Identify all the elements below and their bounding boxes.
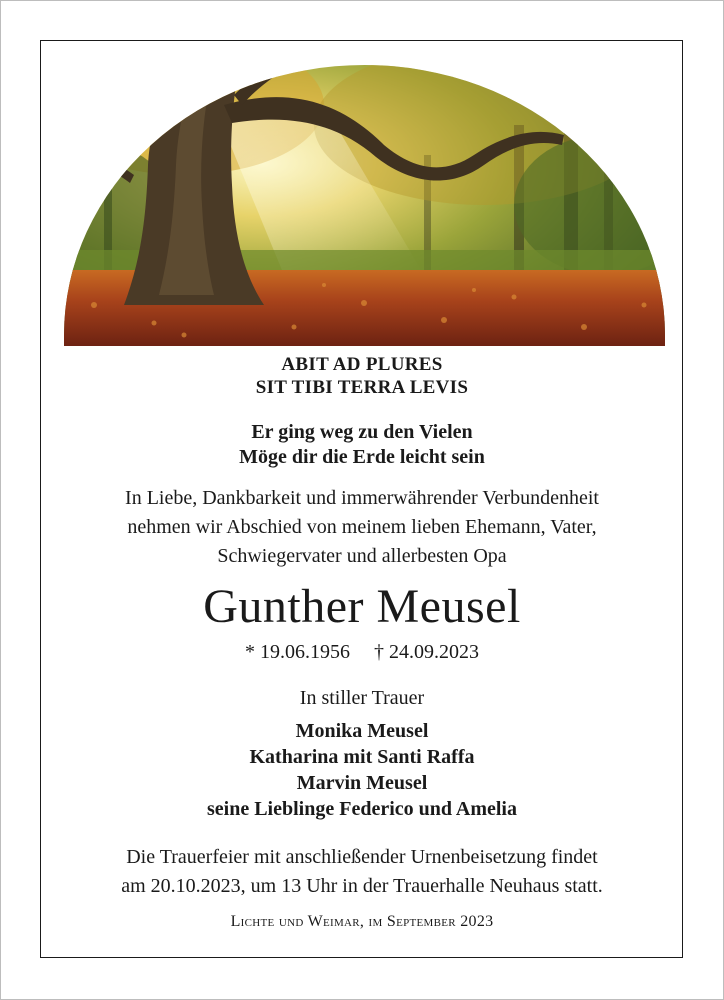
mourning-label: In stiller Trauer [299,687,425,709]
funeral-service-info [40,843,684,901]
birth-date: * 19.06.1956 [245,641,350,663]
german-motto-line: Er ging weg zu den Vielen [251,421,473,443]
life-dates [40,638,684,666]
latin-motto-line: SIT TIBI TERRA LEVIS [255,377,469,398]
service-line: am 20.10.2023, um 13 Uhr in der Trauerhalle Neuhaus statt. [121,875,603,897]
latin-motto [40,353,684,399]
german-motto-line: Möge dir die Erde leicht sein [239,446,485,468]
farewell-intro [40,484,684,571]
mourner: Marvin Meusel [296,772,428,794]
german-motto [40,420,684,470]
mourner: seine Lieblinge Federico und Amelia [207,798,517,820]
mourner: Monika Meusel [295,720,429,742]
latin-motto-line: ABIT AD PLURES [281,354,443,375]
service-line: Die Trauerfeier mit anschließender Urnenbeisetzung findet [126,846,598,868]
forest-tree-image [64,65,665,346]
place-and-date: Lichte und Weimar, im September 2023 [230,913,494,930]
intro-line: In Liebe, Dankbarkeit und immerwährender Verbundenheit [125,487,599,509]
intro-line: nehmen wir Abschied von meinem lieben Ehemann, Vater, [127,516,597,538]
mourner: Katharina mit Santi Raffa [249,746,475,768]
mourners-list [40,718,684,822]
intro-line: Schwiegervater und allerbesten Opa [217,545,507,567]
death-date: † 24.09.2023 [374,641,479,663]
deceased-name: Gunther Meusel [203,580,521,633]
